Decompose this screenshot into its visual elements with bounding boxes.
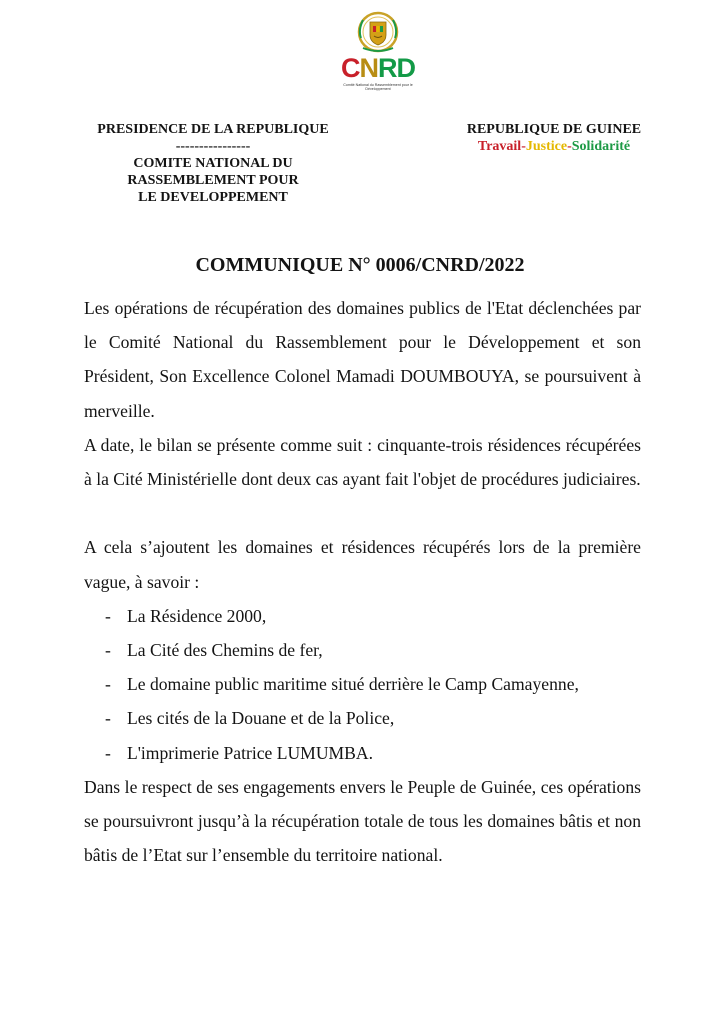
motto-justice: Justice [525,139,568,154]
logo-letters-rd: RD [378,53,415,83]
list-bullet: - [105,674,111,695]
header-right-block [424,121,684,155]
list-item-text: Le domaine public maritime situé derrière le Camp Camayenne, [127,674,579,695]
logo-tagline: Comité National du Rassemblement pour le Développement [343,83,413,92]
list-item-text: La Cité des Chemins de fer, [127,640,323,661]
motto-travail: Travail [477,139,522,154]
recovered-domains-list [84,599,641,770]
list-item [84,599,641,633]
comite-line-2: RASSEMBLEMENT POUR [127,173,299,188]
cnrd-logo-wordmark [330,54,426,82]
paragraph-bilan: A date, le bilan se présente comme suit : cinquante-trois résidences récupérées à la Cité Ministérielle dont deux cas ayant fait l'objet de procédures judiciaires. [84,434,641,490]
paragraph-premiere-vague: A cela s’ajoutent les domaines et résidences récupérés lors de la première vague, à savoir : [84,537,641,592]
comite-line-1: COMITE NATIONAL DU [133,156,293,171]
paragraph-engagements: Dans le respect de ses engagements envers le Peuple de Guinée, ces opérations se poursuivront jusqu’à la récupération totale de tous les domaines bâtis et non bâtis de l’Etat sur l’ensemble du territoire national. [84,776,641,866]
list-item-text: L'imprimerie Patrice LUMUMBA. [127,742,374,763]
list-item [84,667,641,701]
motto-dash-2: - [567,139,572,154]
list-item [84,633,641,667]
header-separator: ---------------- [175,139,251,154]
list-item [84,736,641,770]
communique-body [84,291,641,872]
list-bullet: - [105,605,111,626]
list-bullet: - [105,640,111,661]
comite-line-3: LE DEVELOPPEMENT [138,190,288,205]
cnrd-logo [330,8,426,94]
list-bullet: - [105,708,111,729]
republic-line: REPUBLIQUE DE GUINEE [466,122,642,137]
coat-of-arms-icon [330,8,426,58]
communique-title: COMMUNIQUE N° 0006/CNRD/2022 [195,254,525,276]
national-motto [424,138,684,155]
presidence-line: PRESIDENCE DE LA REPUBLIQUE [97,122,329,137]
list-item-text: La Résidence 2000, [127,605,267,626]
logo-letter-n: N [359,53,378,83]
motto-solidarite: Solidarité [571,139,631,154]
list-item-text: Les cités de la Douane et de la Police, [127,708,395,729]
motto-dash-1: - [521,139,526,154]
paragraph-operations: Les opérations de récupération des domaines publics de l'Etat déclenchées par le Comité National du Rassemblement pour le Développement et son Président, Son Excellence Colonel Mamadi DOUMBOUYA, se poursuivent à merveille. [84,298,641,421]
list-bullet: - [105,742,111,763]
header-left-block [60,121,366,206]
logo-letter-c: C [341,53,360,83]
list-item [84,701,641,735]
